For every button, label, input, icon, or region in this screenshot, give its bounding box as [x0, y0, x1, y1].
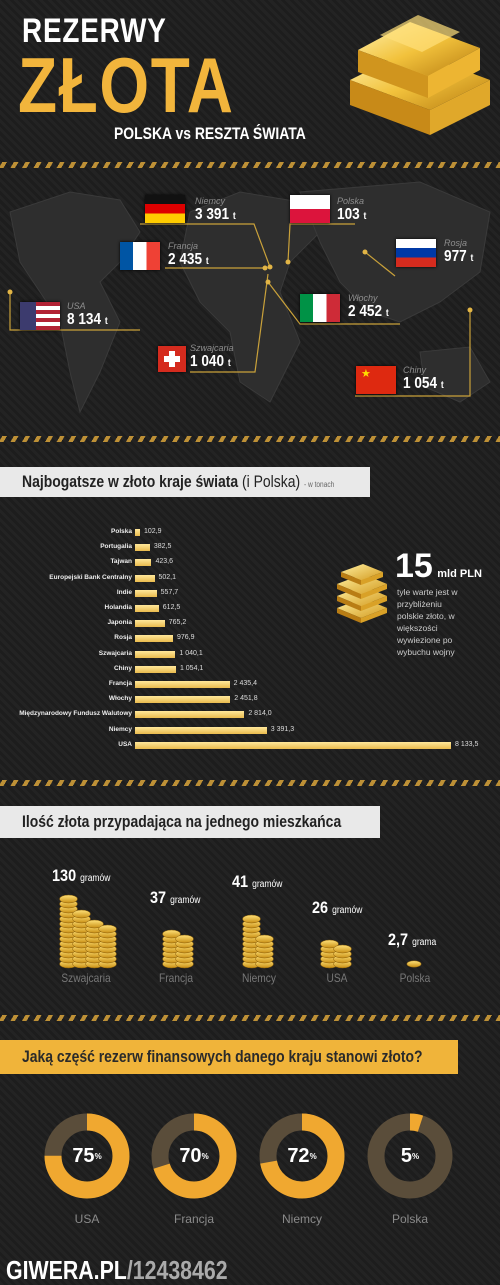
bar	[135, 620, 165, 627]
bar	[135, 742, 451, 749]
bar-label: Włochy	[108, 695, 132, 703]
donut-percent: 75 %	[72, 1144, 102, 1167]
callout-number	[395, 547, 482, 586]
coin	[334, 945, 352, 953]
coin	[73, 910, 91, 918]
amount-polska: 2,7 grama	[388, 930, 437, 949]
bar-value-label: 1 054,1	[179, 664, 204, 672]
section-title: Jaką część rezerw finansowych danego kraju stanowi złoto?	[22, 1047, 423, 1066]
bar	[135, 666, 176, 673]
amount-szwajcaria: 130 gramów	[52, 866, 111, 885]
bar-value-label: 102,9	[144, 528, 162, 535]
usa-flag-icon	[20, 302, 60, 330]
bar-value-label: 1 040,1	[179, 649, 203, 657]
label-polska: Polska	[399, 971, 431, 985]
bar	[135, 544, 150, 551]
country-value-usa: 8 134 t	[67, 311, 108, 328]
bar	[135, 651, 175, 658]
label-usa: USA	[326, 971, 348, 985]
subtitle: POLSKA vs RESZTA ŚWIATA	[114, 124, 306, 143]
bar-value-label: 2 814,0	[248, 710, 272, 718]
label-szwajcaria: Szwajcaria	[61, 971, 111, 985]
divider	[0, 1015, 500, 1021]
switzerland-flag-icon	[158, 346, 186, 372]
bar-value-label: 8 133,5	[455, 740, 479, 748]
bar-label: Holandia	[104, 604, 132, 611]
country-name-chiny: Chiny	[403, 365, 427, 375]
bar-label: Indie	[116, 588, 132, 596]
country-name-szwajcaria: Szwajcaria	[190, 343, 234, 353]
bar-label: Polska	[111, 528, 132, 535]
coin	[176, 935, 194, 943]
gold-bars-stack-icon	[333, 562, 391, 624]
bar-value-label: 2 435,4	[233, 680, 257, 687]
country-value-polska: 103 t	[337, 206, 367, 223]
bar-value-label: 2 451,8	[234, 695, 258, 703]
bar-label: Międzynarodowy Fundusz Walutowy	[19, 710, 132, 718]
italy-flag-icon	[300, 294, 340, 322]
coin	[407, 961, 421, 967]
title-line1: REZERWY	[22, 12, 167, 50]
donut-label: Polska	[391, 1212, 429, 1226]
section-title-paren: (i Polska)	[242, 472, 301, 491]
section-header-richest	[0, 467, 370, 497]
bar	[135, 681, 230, 688]
bar	[135, 696, 230, 703]
poland-flag-icon	[290, 195, 330, 223]
label-francja: Francja	[158, 971, 193, 985]
callout-unit: mld PLN	[437, 568, 482, 580]
bar-value-label: 3 391,3	[270, 725, 295, 733]
amount-francja: 37 gramów	[150, 888, 201, 907]
bar-label: Szwajcaria	[98, 649, 132, 657]
label-niemcy: Niemcy	[241, 971, 276, 985]
bar-label: Tajwan	[110, 558, 132, 566]
bar	[135, 559, 151, 566]
bar	[135, 529, 140, 536]
divider	[0, 162, 500, 168]
title-line2: ZŁOTA	[18, 41, 235, 129]
germany-flag-icon	[145, 195, 185, 223]
country-name-rosja: Rosja	[444, 238, 468, 248]
bar-value-label: 382,5	[153, 543, 172, 551]
donut-polska	[367, 1113, 453, 1199]
bar-label: Niemcy	[108, 725, 132, 733]
section-header-per-capita	[0, 806, 380, 838]
donut-percent: 72 %	[287, 1144, 317, 1167]
china-flag-icon: ★	[356, 366, 396, 394]
bar-label: Europejski Bank Centralny	[49, 573, 132, 581]
bar-value-label: 612,5	[162, 604, 181, 611]
country-name-polska: Polska	[337, 196, 365, 206]
bar	[135, 605, 159, 612]
coin	[60, 895, 78, 903]
bar-value-label: 976,9	[176, 634, 195, 642]
donut-percent: 5 %	[400, 1144, 420, 1167]
bar	[135, 635, 173, 642]
bar	[135, 711, 244, 718]
bar-value-label: 557,7	[160, 588, 179, 596]
bar-label: USA	[118, 740, 132, 748]
country-name-wlochy: Włochy	[348, 293, 378, 303]
country-value-francja: 2 435 t	[168, 251, 209, 268]
country-name-francja: Francja	[168, 241, 199, 251]
coin	[99, 925, 117, 933]
coin	[256, 935, 274, 943]
world-map	[0, 172, 500, 434]
gold-bars-image	[340, 10, 500, 145]
country-value-szwajcaria: 1 040 t	[190, 353, 231, 370]
divider	[0, 780, 500, 786]
country-name-niemcy: Niemcy	[195, 196, 226, 206]
russia-flag-icon	[396, 239, 436, 267]
country-value-wlochy: 2 452 t	[348, 303, 389, 320]
section-header-share	[0, 1040, 458, 1074]
section-title: Najbogatsze w złoto kraje świata	[22, 472, 239, 491]
country-value-rosja: 977 t	[444, 248, 474, 265]
donut-label: Niemcy	[281, 1212, 322, 1226]
footer-watermark: GIWERA.PL/12438462	[6, 1255, 228, 1285]
amount-niemcy: 41 gramów	[232, 872, 283, 891]
donut-label: USA	[74, 1212, 100, 1226]
donut-label: Francja	[173, 1212, 214, 1226]
bar	[135, 727, 267, 734]
bar	[135, 590, 157, 597]
callout-amount: 15	[395, 547, 433, 585]
donut-niemcy	[259, 1113, 345, 1199]
section-note: - w tonach	[304, 480, 335, 489]
country-value-chiny: 1 054 t	[403, 375, 444, 392]
bar-value-label: 765,2	[168, 619, 187, 627]
country-name-usa: USA	[67, 301, 86, 311]
bar-label: Chiny	[113, 664, 132, 672]
bar-value-label: 502,1	[158, 573, 177, 581]
amount-usa: 26 gramów	[312, 898, 363, 917]
country-value-niemcy: 3 391 t	[195, 206, 236, 223]
donut-usa	[44, 1113, 130, 1199]
callout-text: tyle warte jest w przybliżeniu polskie złoto, w większości wywiezione po wybuchu wojny	[397, 587, 458, 657]
section-title: Ilość złota przypadająca na jednego mieszkańca	[22, 812, 342, 831]
bar-label: Rosja	[114, 634, 132, 642]
donut-percent: 70 %	[179, 1144, 209, 1167]
donut-francja	[151, 1113, 237, 1199]
bar-label: Japonia	[107, 619, 132, 627]
coin	[243, 915, 261, 923]
divider	[0, 436, 500, 442]
coin-stacks-image	[0, 880, 500, 970]
france-flag-icon	[120, 242, 160, 270]
bar-value-label: 423,6	[155, 558, 173, 566]
bar-label: Portugalia	[100, 543, 132, 551]
bar-label: Francja	[108, 680, 132, 687]
bar	[135, 575, 155, 582]
